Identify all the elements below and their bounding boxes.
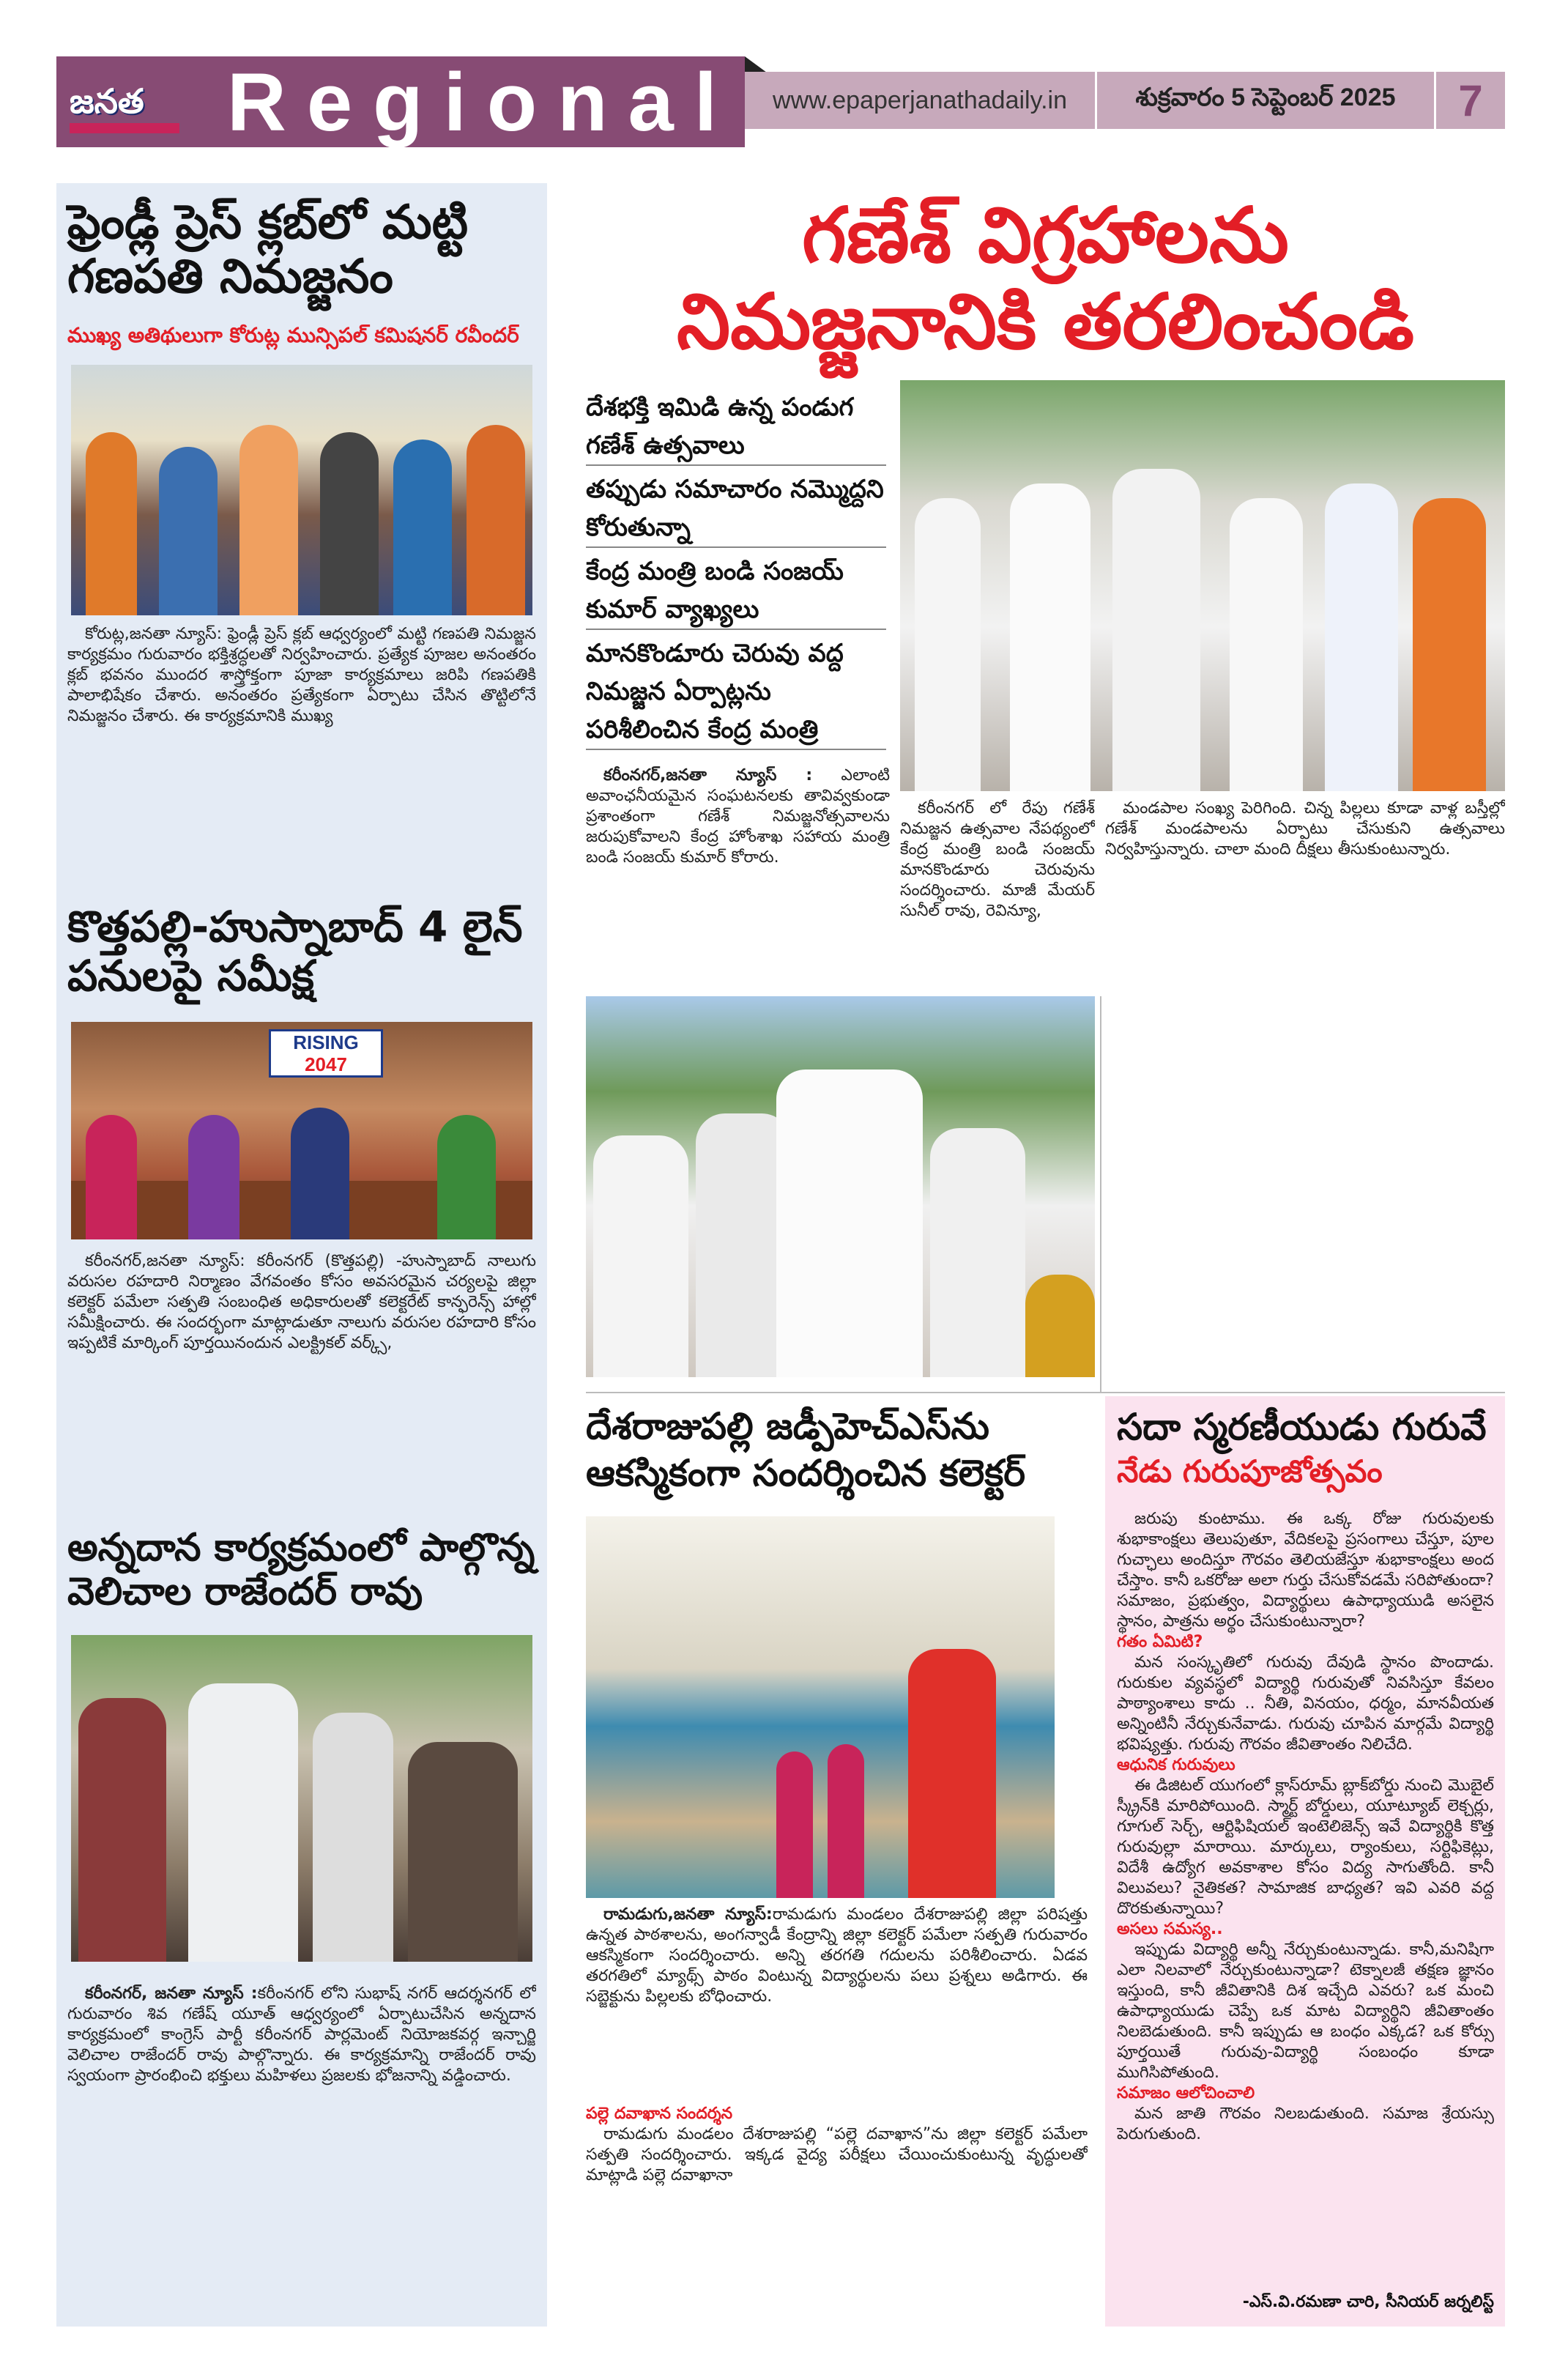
photo-ganesh-immersion (71, 365, 532, 615)
masthead-info-strip (745, 72, 1505, 129)
logo-tagline-bar (70, 123, 179, 133)
article-body: కరీంనగర్,జనతా న్యూస్: కరీంనగర్ (కొత్తపల్లి) -హుస్నాబాద్ నాలుగు వరుసల రహదారి నిర్మాణం వేగవంతం కోసం అవసరమైన చర్యలపై జిల్లా కలెక్టర్ పమేలా సత్పతి సంబంధిత అధికారులతో కలెక్టరేట్ కాన్ఫరెన్స్ హాల్లో సమీక్షించారు. ఈ సందర్భంగా మాట్లాడుతూ నాలుగు వరుసల రహదారి కోసం ఇప్పటికే మార్కింగ్ పూర్తయినందున ఎలక్ట్రికల్ వర్క్స్, (67, 1252, 536, 1352)
lead-body-col2: కరీంనగర్ లో రేపు గణేశ్ నిమజ్జన ఉత్సవాల నేపథ్యంలో కేంద్ర మంత్రి బండి సంజయ్ మానకొండూరు చెరువును సందర్శించారు. మాజీ మేయర్ సునీల్ రావు, రెవిన్యూ, (900, 799, 1095, 920)
highlight-item: తప్పుడు సమాచారం నమ్మొద్దని కోరుతున్నా (586, 470, 886, 548)
issue-date: శుక్రవారం 5 సెప్టెంబర్ 2025 (1097, 72, 1436, 129)
photo-collector-school-visit (586, 1516, 1055, 1898)
article-body: కోరుట్ల,జనతా న్యూస్: ఫ్రెండ్లీ ప్రెస్ క్లబ్ ఆధ్వర్యంలో మట్టి గణపతి నిమజ్జన కార్యక్రమం గురువారం భక్తిశ్రద్ధలతో నిర్వహించారు. ప్రత్యేక పూజల అనంతరం క్లబ్ భవనం ముందర శాస్త్రోక్తంగా పూజా కార్యక్రమాలు జరిపి గణపతికి పాలాభిషేకం చేశారు. అనంతరం ప్రత్యేకంగా ఏర్పాటు చేసిన తొట్టిలోనే నిమజ్జనం చేశారు. ఈ కార్యక్రమానికి ముఖ్య (67, 625, 536, 725)
lead-headline-line1: గణేశ్ విగ్రహాలను (802, 190, 1289, 280)
byline: -ఎస్.వి.రమణా చారి, సీనియర్ జర్నలిస్ట్ (1242, 2293, 1494, 2311)
article-subheadline: నేడు గురుపూజోత్సవం (1117, 1453, 1383, 1489)
section-subhead: సమాజం ఆలోచించాలి (1117, 2084, 1255, 2102)
article-headline: సదా స్మరణీయుడు గురువే (1117, 1406, 1487, 1448)
article-body: రామడుగు మండలం దేశరాజుపల్లి “పల్లె దవాఖాన”ను జిల్లా కలెక్టర్ పమేలా సత్పతి సందర్శించారు. ఇక్కడ వైద్య పరీక్షలు చేయించుకుంటున్న వృద్ధులతో మాట్లాడి పల్లె దవాఖానా (586, 2125, 1088, 2184)
newspaper-logo (70, 81, 187, 136)
section-subhead: ఆధునిక గురువులు (1117, 1756, 1235, 1774)
highlight-item: కేంద్ర మంత్రి బండి సంజయ్ కుమార్ వ్యాఖ్యలు (586, 552, 886, 630)
section-subhead: అసలు సమస్య.. (1117, 1920, 1223, 1938)
article-headline: ఫ్రెండ్లీ ప్రెస్ క్లబ్‌లో మట్టి గణపతి నిమజ్జనం (67, 196, 468, 304)
photo-review-meeting (71, 1022, 532, 1239)
guru-article-body: జరుపు కుంటాము. ఈ ఒక్క రోజు గురువులకు శుభాకాంక్షలు తెలుపుతూ, వేదికలపై ప్రసంగాలు చేస్తూ, పూల గుచ్ఛాలు అందిస్తూ గౌరవం తెలియజేస్తూ శుభాకాంక్షలు అంద చేస్తాం. కానీ ఒకరోజు అలా గుర్తు చేసుకోవడమే సరిపోతుందా? సమాజం, ప్రభుత్వం, విద్యార్థులు ఉపాధ్యాయుడి అసలైన స్థానం, పాత్రను అర్థం చేసుకుంటున్నారా? గతం ఏమిటి? మన సంస్కృతిలో గురువు దేవుడి స్థానం పొందాడు. గురుకుల వ్యవస్థలో విద్యార్థి గురువుతో నివసిస్తూ కేవలం పాఠ్యాంశాలు కాదు .. నీతి, వినయం, ధర్మం, మానవీయత అన్నింటినీ నేర్చుకునేవాడు. గురువు చూపిన మార్గమే విద్యార్థి భవిష్యత్తు. గురువు గౌరవం జీవితాంతం నిలిచేది. ఆధునిక గురువులు ఈ డిజిటల్ యుగంలో క్లాస్‌రూమ్ బ్లాక్‌బోర్డు నుంచి మొబైల్ స్క్రీన్‌కి మారిపోయింది. స్మార్ట్ బోర్డులు, యూట్యూబ్ లెక్చర్లు, గూగుల్ సెర్చ్, ఆర్టిఫిషియల్ ఇంటెలిజెన్స్ ఇవే విద్యార్థికి కొత్త గురువుల్లా మారాయి. మార్కులు, ర్యాంకులు, సర్టిఫికెట్లు, విదేశీ ఉద్యోగ అవకాశాల కోసం విద్య సాగుతోంది. కానీ విలువలు? నైతికత? సామాజిక బాధ్యత? ఇవి ఎవరి వద్ద దొరకుతున్నాయి? అసలు సమస్య.. ఇప్పుడు విద్యార్థి అన్నీ నేర్చుకుంటున్నాడు. కానీ,మనిషిగా ఎలా నిలవాలో నేర్చుకుంటున్నాడా? టెక్నాలజీ తక్షణ జ్ఞానం ఇస్తుంది, కానీ జీవితానికి దిశ ఇచ్చేది ఎవరు? ఒక మంచి ఉపాధ్యాయుడు చెప్పే ఒక మాట విద్యార్థిని జీవితాంతం నిలబెడుతుంది. కానీ ఇప్పుడు ఆ బంధం ఎక్కడ? ఒక కోర్సు పూర్తయితే గురువు-విద్యార్థి సంబంధం కూడా ముగిసిపోతుంది. సమాజం ఆలోచించాలి మన జాతి గౌరవం నిలబడుతుంది. సమాజ శ్రేయస్సు పెరుగుతుంది. (1117, 1510, 1494, 2143)
photo-annadanam (71, 1635, 532, 1962)
section-subhead: గతం ఏమిటి? (1117, 1633, 1203, 1651)
article-headline: కొత్తపల్లి-హుస్నాబాద్ 4 లైన్ పనులపై సమీక్ష (67, 902, 523, 1001)
lead-body-col1: కరీంనగర్,జనతా న్యూస్ : ఎలాంటి అవాంఛనీయమైన సంఘటనలకు తావివ్వకుండా ప్రశాంతంగా గణేశ్ నిమజ్జనోత్సవాలను జరుపుకోవాలని కేంద్ర హోంశాఖ సహాయ మంత్రి బండి సంజయ్ కుమార్ కోరారు. (586, 766, 890, 867)
section-divider (586, 1392, 1505, 1393)
article-subheadline: ముఖ్య అతిథులుగా కోరుట్ల మున్సిపల్ కమిషనర్ రవీందర్ (67, 323, 519, 347)
article-body: రామడుగు,జనతా న్యూస్:రామడుగు మండలం దేశరాజుపల్లి జిల్లా పరిషత్తు ఉన్నత పాఠశాలను, అంగన్వాడీ కేంద్రాన్ని జిల్లా కలెక్టర్ పమేలా సత్పతి గురువారం ఆకస్మికంగా సందర్శించారు. అన్ని తరగతి గదులను పరిశీలించారు. ఏడవ తరగతిలో మ్యాథ్స్ పాఠం వింటున్న విద్యార్థులను పలు ప్రశ్నలు అడిగారు. ఈ సబ్జెక్టును పిల్లలకు బోధించారు. (586, 1905, 1088, 2006)
article-headline: అన్నదాన కార్యక్రమంలో పాల్గొన్న వెలిచాల రాజేందర్ రావు (67, 1526, 535, 1614)
website-url[interactable]: www.epaperjanathadaily.in (745, 72, 1097, 129)
article-headline: దేశరాజుపల్లి జడ్పీహెచ్ఎస్‌ను ఆకస్మికంగా సందర్శించిన కలెక్టర్ (586, 1405, 1025, 1494)
section-title: Regional (227, 56, 737, 148)
column-divider (1100, 996, 1101, 1392)
lead-headline (586, 192, 1505, 365)
photo-minister-lake-visit (900, 380, 1505, 791)
highlight-item: మానకొండూరు చెరువు వద్ద నిమజ్జన ఏర్పాట్లను పరిశీలించిన కేంద్ర మంత్రి (586, 634, 886, 750)
highlight-item: దేశభక్తి ఇమిడి ఉన్న పండుగ గణేశ్ ఉత్సవాలు (586, 388, 886, 466)
lead-headline-line2: నిమజ్జనానికి తరలించండి (677, 277, 1414, 366)
masthead-corner-triangle (745, 56, 767, 73)
rising-2047-banner: RISING 2047 (269, 1029, 383, 1078)
article-subhead: పల్లె దవాఖాన సందర్శన (586, 2105, 733, 2123)
photo-minister-speaking (586, 996, 1095, 1377)
page-number: 7 (1458, 75, 1483, 125)
lead-body-col3: మండపాల సంఖ్య పెరిగింది. చిన్న పిల్లలు కూడా వాళ్ల బస్తీల్లో గణేశ్ మండపాలను ఏర్పాటు చేసుకుని ఉత్సవాలు నిర్వహిస్తున్నారు. చాలా మంది దీక్షలు తీసుకుంటున్నారు. (1105, 799, 1505, 859)
logo-text: జనత (70, 81, 144, 121)
article-body: కరీంనగర్, జనతా న్యూస్ :కరీంనగర్ లోని సుభాష్ నగర్ ఆదర్శనగర్ లో గురువారం శివ గణేష్ యూత్ ఆధ్వర్యంలో ఏర్పాటుచేసిన అన్నదాన కార్యక్రమంలో కాంగ్రెస్ పార్టీ కరీంనగర్ పార్లమెంట్ నియోజకవర్గ ఇన్చార్జి వెలిచాల రాజేందర్ రావు పాల్గొన్నారు. ఈ కార్యక్రమాన్ని రాజేందర్ రావు స్వయంగా ప్రారంభించి భక్తులు మహిళలు ప్రజలకు భోజనాన్ని వడ్డించారు. (67, 1984, 536, 2085)
lead-highlights (586, 388, 886, 755)
